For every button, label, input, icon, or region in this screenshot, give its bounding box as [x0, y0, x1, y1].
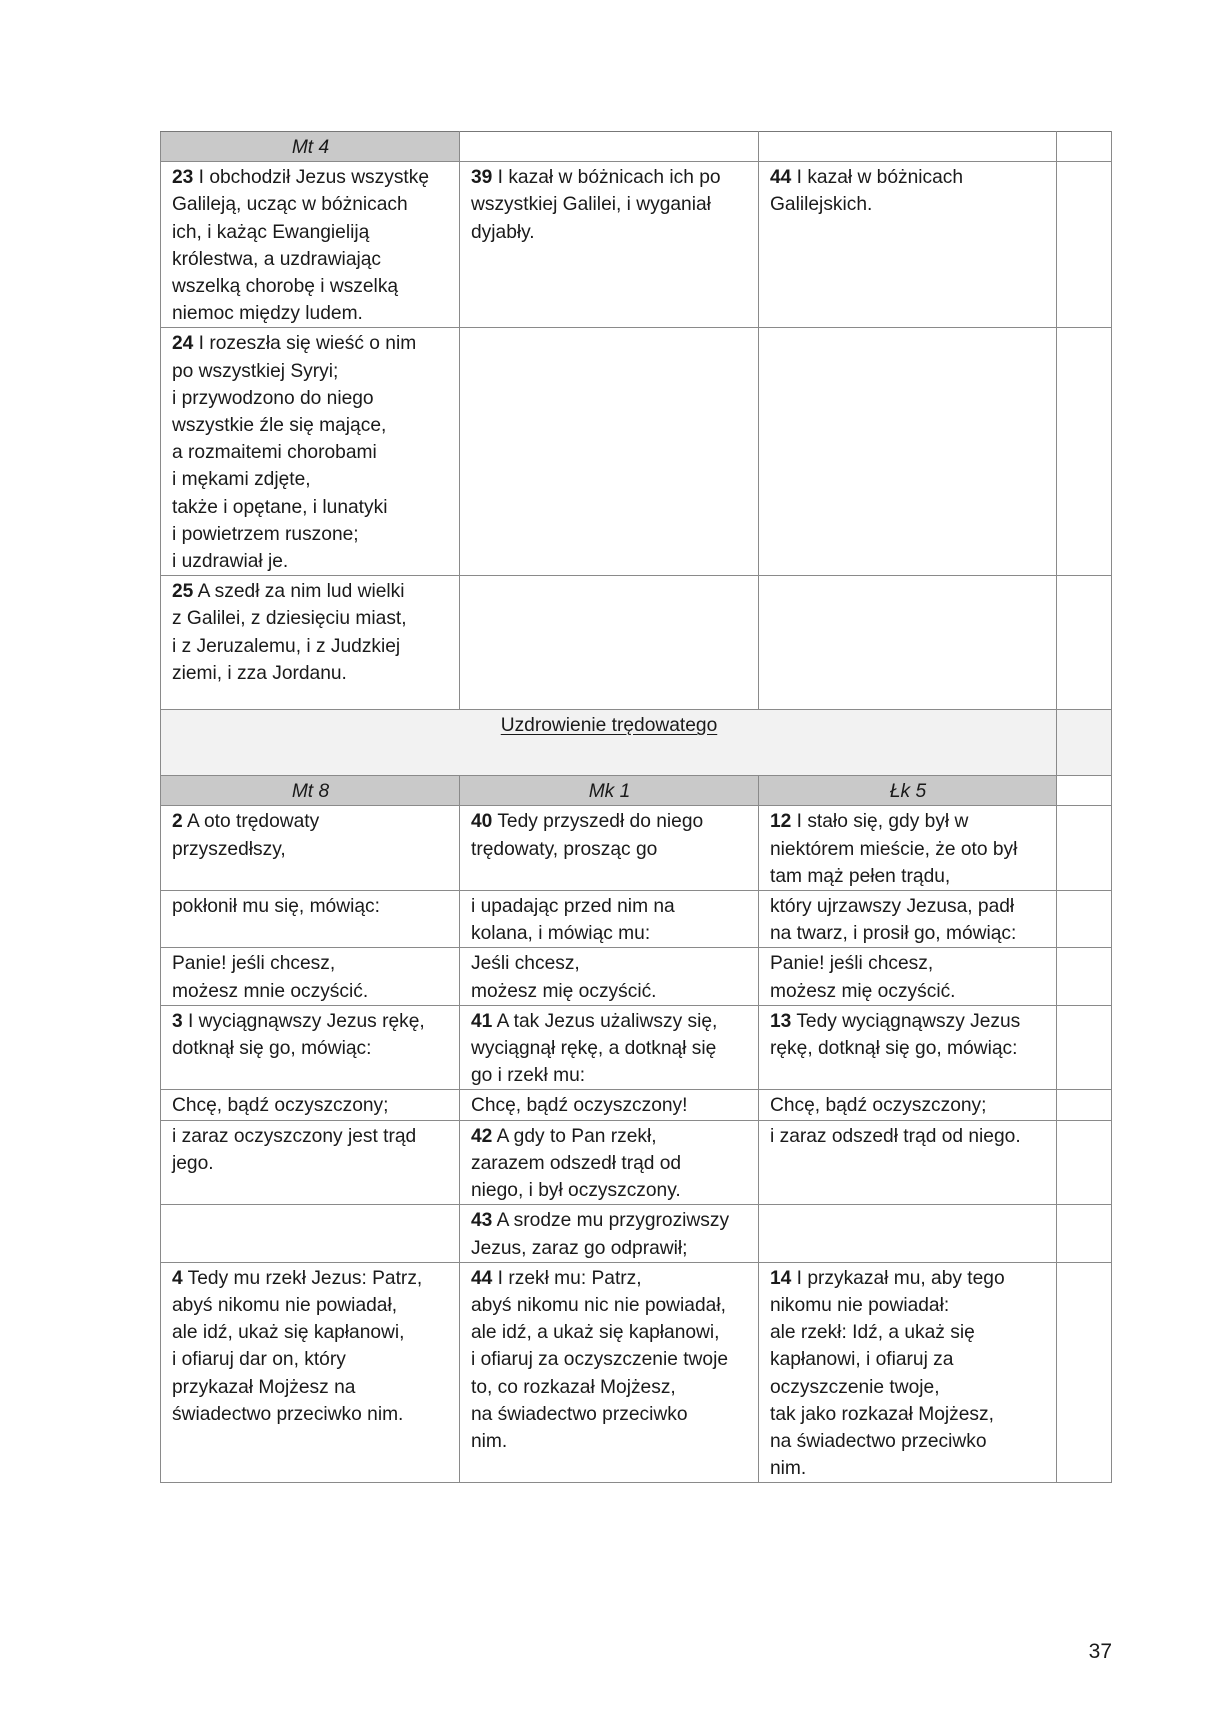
verse-line — [471, 950, 748, 977]
verse-line — [172, 808, 449, 835]
column-header: Łk 5 — [759, 776, 1057, 806]
verse-line — [172, 1092, 449, 1119]
verse-line — [471, 808, 748, 835]
verse-line — [172, 330, 449, 357]
verse-text: nim. — [770, 1458, 807, 1480]
verse-text: rękę, dotknął się go, mówiąc: — [770, 1038, 1018, 1060]
verse-text: dotknął się go, mówiąc: — [172, 1038, 372, 1060]
verse-text: wszystkie źle się mające, — [172, 415, 387, 437]
verse-text: Chcę, bądź oczyszczony; — [770, 1095, 987, 1117]
verse-line — [471, 1292, 748, 1319]
margin-cell — [1057, 806, 1112, 891]
table-row — [161, 1005, 1112, 1090]
verse-cell — [759, 162, 1057, 328]
table-row — [161, 891, 1112, 948]
verse-text: ale idź, ukaż się kapłanowi, — [172, 1322, 405, 1344]
verse-text: I przykazał mu, aby tego — [791, 1267, 1005, 1289]
verse-cell — [460, 948, 759, 1005]
verse-line — [172, 1008, 449, 1035]
verse-text: po wszystkiej Syryi; — [172, 360, 339, 382]
verse-text: to, co rozkazał Mojżesz, — [471, 1376, 676, 1398]
verse-line — [770, 1374, 1046, 1401]
header-row — [161, 776, 1112, 806]
verse-line — [172, 1123, 449, 1150]
verse-line — [770, 1008, 1046, 1035]
verse-text: A srodze mu przygroziwszy — [492, 1210, 730, 1232]
verse-number: 14 — [770, 1267, 792, 1289]
margin-cell — [1057, 776, 1112, 806]
verse-line — [770, 1123, 1046, 1150]
verse-text: przyszedłszy, — [172, 838, 286, 860]
verse-line — [172, 494, 449, 521]
verse-number: 44 — [471, 1267, 493, 1289]
verse-line — [172, 358, 449, 385]
verse-line — [471, 1265, 748, 1292]
verse-line — [471, 1008, 748, 1035]
verse-line — [471, 1123, 748, 1150]
verse-number: 41 — [471, 1010, 493, 1032]
section-title-row — [161, 710, 1112, 776]
verse-text: niemoc między ludem. — [172, 303, 363, 325]
verse-text: I rzekł mu: Patrz, — [492, 1267, 642, 1289]
verse-text: kapłanowi, i ofiaruj za — [770, 1349, 954, 1371]
table-row — [161, 1205, 1112, 1262]
verse-line — [471, 1401, 748, 1428]
verse-line — [770, 1292, 1046, 1319]
verse-text: Panie! jeśli chcesz, — [172, 953, 336, 975]
verse-text: Jezus, zaraz go odprawił; — [471, 1237, 688, 1259]
verse-text: Chcę, bądź oczyszczony; — [172, 1095, 389, 1117]
verse-text: i mękami zdjęte, — [172, 469, 311, 491]
verse-cell — [460, 1120, 759, 1205]
verse-cell — [460, 1262, 759, 1483]
verse-text: pokłonił mu się, mówiąc: — [172, 896, 380, 918]
verse-line — [172, 633, 449, 660]
margin-cell — [1057, 328, 1112, 576]
verse-text: go i rzekł mu: — [471, 1065, 586, 1087]
table-row — [161, 328, 1112, 576]
verse-cell — [759, 1120, 1057, 1205]
verse-cell — [161, 1090, 460, 1120]
verse-cell — [161, 162, 460, 328]
table-row — [161, 1090, 1112, 1120]
verse-line — [770, 1346, 1046, 1373]
verse-line — [471, 1092, 748, 1119]
verse-line — [172, 1035, 449, 1062]
verse-line — [471, 1177, 748, 1204]
verse-text: i z Jeruzalemu, i z Judzkiej — [172, 635, 401, 657]
verse-text: Jeśli chcesz, — [471, 953, 580, 975]
verse-line — [471, 1062, 748, 1089]
verse-line — [770, 1265, 1046, 1292]
verse-text: zarazem odszedł trąd od — [471, 1152, 682, 1174]
verse-text: na świadectwo przeciwko — [471, 1403, 688, 1425]
verse-text: i powietrzem ruszone; — [172, 523, 359, 545]
verse-text: nikomu nie powiadał: — [770, 1294, 950, 1316]
verse-text: I rozeszła się wieść o nim — [193, 333, 417, 355]
verse-number: 23 — [172, 167, 194, 189]
verse-line — [770, 1455, 1046, 1482]
verse-line — [172, 548, 449, 575]
verse-line — [172, 893, 449, 920]
verse-text: królestwa, a uzdrawiając — [172, 248, 382, 270]
verse-text: niektórem mieście, że oto był — [770, 838, 1018, 860]
verse-line — [770, 808, 1046, 835]
verse-text: I obchodził Jezus wszystkę — [193, 167, 430, 189]
verse-line — [770, 863, 1046, 890]
verse-text: abyś nikomu nic nie powiadał, — [471, 1294, 726, 1316]
verse-line — [770, 920, 1046, 947]
verse-text: Galilejskich. — [770, 194, 873, 216]
verse-line — [172, 660, 449, 687]
verse-line — [172, 164, 449, 191]
verse-cell — [460, 1090, 759, 1120]
verse-line — [471, 893, 748, 920]
verse-number: 39 — [471, 167, 493, 189]
verse-text: Tedy przyszedł do niego — [492, 811, 704, 833]
verse-line — [172, 578, 449, 605]
margin-cell — [1057, 132, 1112, 162]
verse-line — [172, 978, 449, 1005]
column-header: Mk 1 — [460, 776, 759, 806]
column-header — [759, 132, 1057, 162]
verse-number: 3 — [172, 1010, 183, 1032]
section-title-text: Uzdrowienie trędowatego — [500, 715, 718, 737]
verse-cell — [460, 162, 759, 328]
verse-cell — [460, 1005, 759, 1090]
table-row — [161, 1262, 1112, 1483]
verse-line — [471, 1346, 748, 1373]
verse-line — [770, 191, 1046, 218]
page-number: 37 — [1088, 1640, 1112, 1663]
verse-line — [471, 978, 748, 1005]
verse-line — [172, 191, 449, 218]
verse-text: I kazał w bóżnicach — [791, 167, 964, 189]
verse-text: wszystkiej Galilei, i wyganiał — [471, 194, 711, 216]
verse-line — [172, 521, 449, 548]
verse-cell — [460, 891, 759, 948]
verse-line — [172, 1292, 449, 1319]
verse-cell — [759, 1262, 1057, 1483]
verse-line — [770, 1092, 1046, 1119]
verse-line — [172, 605, 449, 632]
verse-cell — [460, 1205, 759, 1262]
verse-cell — [161, 1262, 460, 1483]
verse-line — [172, 836, 449, 863]
verse-text: Tedy wyciągnąwszy Jezus — [791, 1010, 1021, 1032]
verse-text: z Galilei, z dziesięciu miast, — [172, 608, 407, 630]
verse-line — [770, 978, 1046, 1005]
verse-line — [172, 1319, 449, 1346]
verse-text: Galileją, ucząc w bóżnicach — [172, 194, 408, 216]
margin-cell — [1057, 1120, 1112, 1205]
verse-line — [172, 273, 449, 300]
verse-text: I kazał w bóżnicach ich po — [492, 167, 721, 189]
verse-cell — [161, 948, 460, 1005]
verse-cell — [460, 576, 759, 710]
verse-number: 12 — [770, 811, 792, 833]
verse-text: na twarz, i prosił go, mówiąc: — [770, 923, 1017, 945]
verse-number: 44 — [770, 167, 792, 189]
verse-line — [172, 439, 449, 466]
verse-line — [471, 920, 748, 947]
verse-text: świadectwo przeciwko nim. — [172, 1403, 404, 1425]
verse-cell — [161, 806, 460, 891]
verse-cell — [161, 1120, 460, 1205]
verse-line — [172, 300, 449, 327]
verse-text: nim. — [471, 1430, 508, 1452]
verse-cell — [759, 1005, 1057, 1090]
verse-number: 42 — [471, 1125, 493, 1147]
verse-line — [471, 1428, 748, 1455]
column-header: Mt 4 — [161, 132, 460, 162]
verse-text: Tedy mu rzekł Jezus: Patrz, — [182, 1267, 423, 1289]
verse-text: ale rzekł: Idź, a ukaż się — [770, 1322, 975, 1344]
verse-text: abyś nikomu nie powiadał, — [172, 1294, 398, 1316]
verse-cell — [759, 328, 1057, 576]
verse-line — [172, 950, 449, 977]
verse-cell — [460, 806, 759, 891]
verse-text: i uzdrawiał je. — [172, 551, 289, 573]
verse-number: 24 — [172, 333, 194, 355]
verse-line — [471, 1207, 748, 1234]
verse-cell — [460, 328, 759, 576]
verse-text: dyjabły. — [471, 221, 535, 243]
verse-line — [471, 1374, 748, 1401]
verse-line — [172, 466, 449, 493]
verse-text: A szedł za nim lud wielki — [193, 581, 405, 603]
margin-cell — [1057, 948, 1112, 1005]
verse-line — [471, 219, 748, 246]
verse-cell — [759, 948, 1057, 1005]
verse-text: i zaraz oczyszczony jest trąd — [172, 1125, 417, 1147]
verse-text: na świadectwo przeciwko — [770, 1430, 987, 1452]
verse-cell — [161, 1205, 460, 1262]
margin-cell — [1057, 576, 1112, 710]
margin-cell — [1057, 162, 1112, 328]
verse-cell — [759, 1090, 1057, 1120]
verse-number: 40 — [471, 811, 493, 833]
table-row — [161, 576, 1112, 710]
verse-line — [172, 1150, 449, 1177]
verse-text: i upadając przed nim na — [471, 896, 675, 918]
verse-number: 25 — [172, 581, 194, 603]
verse-text: kolana, i mówiąc mu: — [471, 923, 651, 945]
verse-text: A gdy to Pan rzekł, — [492, 1125, 657, 1147]
verse-line — [770, 1428, 1046, 1455]
verse-line — [770, 1319, 1046, 1346]
margin-cell — [1057, 891, 1112, 948]
verse-line — [172, 1401, 449, 1428]
verse-text: I wyciągnąwszy Jezus rękę, — [182, 1010, 425, 1032]
column-header — [460, 132, 759, 162]
verse-cell — [759, 1205, 1057, 1262]
verse-text: Panie! jeśli chcesz, — [770, 953, 934, 975]
verse-text: także i opętane, i lunatyki — [172, 496, 388, 518]
synopsis-table — [160, 131, 1112, 1483]
verse-text: tam mąż pełen trądu, — [770, 865, 951, 887]
verse-line — [471, 1235, 748, 1262]
verse-text: i ofiaruj dar on, który — [172, 1349, 346, 1371]
verse-cell — [759, 576, 1057, 710]
verse-line — [172, 412, 449, 439]
verse-text: wyciągnął rękę, a dotknął się — [471, 1038, 717, 1060]
verse-line — [172, 1265, 449, 1292]
verse-text: Chcę, bądź oczyszczony! — [471, 1095, 688, 1117]
verse-cell — [161, 576, 460, 710]
verse-number: 2 — [172, 811, 183, 833]
verse-line — [172, 219, 449, 246]
verse-text: I stało się, gdy był w — [791, 811, 969, 833]
verse-line — [471, 164, 748, 191]
verse-text: tak jako rozkazał Mojżesz, — [770, 1403, 994, 1425]
verse-line — [172, 1346, 449, 1373]
verse-line — [172, 1374, 449, 1401]
verse-line — [770, 893, 1046, 920]
verse-text: trędowaty, prosząc go — [471, 838, 658, 860]
verse-text: ich, i każąc Ewangieliją — [172, 221, 370, 243]
margin-cell — [1057, 1262, 1112, 1483]
verse-text: A tak Jezus użaliwszy się, — [492, 1010, 718, 1032]
verse-line — [471, 836, 748, 863]
margin-cell — [1057, 1005, 1112, 1090]
margin-cell — [1057, 1205, 1112, 1262]
verse-line — [770, 164, 1046, 191]
verse-line — [172, 385, 449, 412]
verse-cell — [161, 891, 460, 948]
margin-cell — [1057, 1090, 1112, 1120]
verse-text: ale idź, a ukaż się kapłanowi, — [471, 1322, 720, 1344]
verse-line — [471, 1319, 748, 1346]
verse-line — [770, 1035, 1046, 1062]
table-row — [161, 1120, 1112, 1205]
verse-line — [471, 191, 748, 218]
verse-cell — [161, 1005, 460, 1090]
verse-line — [172, 246, 449, 273]
verse-text: możesz mię oczyścić. — [770, 980, 956, 1002]
verse-text: jego. — [172, 1152, 214, 1174]
table-row — [161, 948, 1112, 1005]
header-row — [161, 132, 1112, 162]
verse-text: niego, i był oczyszczony. — [471, 1180, 681, 1202]
verse-number: 43 — [471, 1210, 493, 1232]
verse-text: i ofiaruj za oczyszczenie twoje — [471, 1349, 729, 1371]
verse-text: możesz mnie oczyścić. — [172, 980, 369, 1002]
verse-number: 4 — [172, 1267, 183, 1289]
verse-cell — [759, 891, 1057, 948]
verse-text: A oto trędowaty — [182, 811, 320, 833]
verse-text: przykazał Mojżesz na — [172, 1376, 356, 1398]
verse-number: 13 — [770, 1010, 792, 1032]
table-row — [161, 162, 1112, 328]
verse-line — [471, 1150, 748, 1177]
table-row — [161, 806, 1112, 891]
verse-text: i przywodzono do niego — [172, 387, 374, 409]
verse-text: a rozmaitemi chorobami — [172, 442, 377, 464]
verse-cell — [759, 806, 1057, 891]
verse-cell — [161, 328, 460, 576]
verse-text: oczyszczenie twoje, — [770, 1376, 940, 1398]
margin-cell — [1057, 710, 1112, 776]
verse-line — [770, 1401, 1046, 1428]
verse-text: i zaraz odszedł trąd od niego. — [770, 1125, 1021, 1147]
column-header: Mt 8 — [161, 776, 460, 806]
verse-line — [471, 1035, 748, 1062]
synopsis-table-body — [161, 132, 1112, 1483]
verse-text: możesz mię oczyścić. — [471, 980, 657, 1002]
verse-text: wszelką chorobę i wszelką — [172, 276, 399, 298]
verse-line — [770, 836, 1046, 863]
verse-line — [770, 950, 1046, 977]
section-title — [161, 710, 1057, 776]
verse-text: ziemi, i zza Jordanu. — [172, 662, 347, 684]
verse-text: który ujrzawszy Jezusa, padł — [770, 896, 1015, 918]
